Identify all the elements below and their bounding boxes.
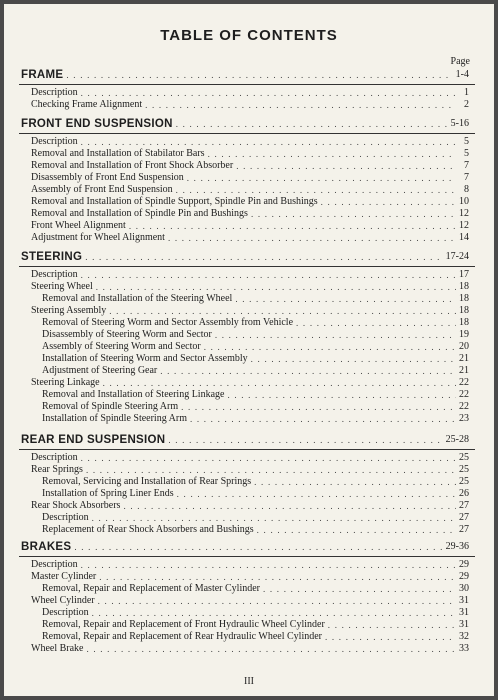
- dot-leader: [81, 87, 456, 99]
- entry-label: Removal and Installation of Stabilator Bars: [31, 148, 205, 159]
- dot-leader: [92, 607, 456, 619]
- dot-leader: [236, 160, 456, 172]
- entry-label: Removal, Servicing and Installation of Rear Springs: [42, 476, 252, 487]
- entry-page: 27: [459, 500, 469, 511]
- toc-entry[interactable]: [4, 476, 469, 488]
- toc-entry[interactable]: [4, 583, 469, 595]
- entry-label: Removal and Installation of Spindle Pin and Bushings: [31, 208, 248, 219]
- entry-page: 12: [459, 208, 469, 219]
- toc-entry[interactable]: [4, 619, 469, 631]
- entry-label: Installation of Spring Liner Ends: [42, 488, 174, 499]
- section-rule: [19, 449, 475, 450]
- entry-page: 8: [464, 184, 469, 195]
- dot-leader: [145, 99, 456, 111]
- dot-leader: [92, 512, 456, 524]
- dot-leader: [99, 571, 456, 583]
- toc-entry[interactable]: [4, 452, 469, 464]
- dot-leader: [85, 248, 442, 266]
- toc-entry[interactable]: [4, 595, 469, 607]
- toc-entry[interactable]: [4, 172, 469, 184]
- entry-label: Removal, Repair and Replacement of Rear Hydraulic Wheel Cylinder: [42, 631, 322, 642]
- entry-page: 20: [459, 341, 469, 352]
- page-number-footer: III: [244, 676, 254, 687]
- entry-page: 18: [459, 293, 469, 304]
- entry-page: 19: [459, 329, 469, 340]
- entry-label: Removal and Installation of the Steering Wheel: [42, 293, 233, 304]
- entry-label: Assembly of Front End Suspension: [31, 184, 173, 195]
- dot-leader: [251, 208, 456, 220]
- entry-label: Rear Shock Absorbers: [31, 500, 121, 511]
- section-title: FRAME: [21, 69, 64, 81]
- toc-entry[interactable]: [4, 281, 469, 293]
- section-rule: [19, 556, 475, 557]
- dot-leader: [160, 365, 456, 377]
- dot-leader: [251, 353, 456, 365]
- toc-entry[interactable]: [4, 365, 469, 377]
- entry-page: 5: [464, 148, 469, 159]
- entry-page: 23: [459, 413, 469, 424]
- entry-page: 25: [459, 464, 469, 475]
- toc-entry[interactable]: [4, 148, 469, 160]
- dot-leader: [109, 305, 456, 317]
- entry-label: Description: [42, 607, 89, 618]
- toc-entry[interactable]: [4, 500, 469, 512]
- toc-entry[interactable]: [4, 377, 469, 389]
- toc-entry[interactable]: [4, 631, 469, 643]
- section-rule: [19, 133, 475, 134]
- entry-page: 21: [459, 353, 469, 364]
- dot-leader: [168, 431, 442, 449]
- dot-leader: [168, 232, 456, 244]
- section-title: REAR END SUSPENSION: [21, 434, 166, 446]
- toc-entry[interactable]: [4, 413, 469, 425]
- dot-leader: [254, 476, 456, 488]
- entry-label: Description: [31, 136, 78, 147]
- dot-leader: [181, 401, 456, 413]
- entry-label: Removal, Repair and Replacement of Master Cylinder: [42, 583, 260, 594]
- entry-label: Front Wheel Alignment: [31, 220, 126, 231]
- entry-page: 31: [459, 619, 469, 630]
- toc-entry[interactable]: [4, 220, 469, 232]
- entry-page: 18: [459, 281, 469, 292]
- entry-label: Installation of Steering Worm and Sector Assembly: [42, 353, 248, 364]
- entry-page: 5: [464, 136, 469, 147]
- dot-leader: [98, 595, 456, 607]
- entry-page: 12: [459, 220, 469, 231]
- toc-entry[interactable]: [4, 160, 469, 172]
- toc-section: [4, 115, 494, 244]
- entry-label: Description: [31, 452, 78, 463]
- toc-entry[interactable]: [4, 305, 469, 317]
- entry-page: 2: [464, 99, 469, 110]
- dot-leader: [321, 196, 456, 208]
- entry-page: 25: [459, 452, 469, 463]
- entry-label: Removal of Spindle Steering Arm: [42, 401, 179, 412]
- toc-entry[interactable]: [4, 389, 469, 401]
- entry-page: 30: [459, 583, 469, 594]
- toc-entry[interactable]: [4, 293, 469, 305]
- entry-label: Steering Assembly: [31, 305, 107, 316]
- section-heading[interactable]: [4, 538, 469, 556]
- toc-section: [4, 248, 494, 425]
- toc-entry[interactable]: [4, 87, 469, 99]
- entry-page: 18: [459, 317, 469, 328]
- dot-leader: [176, 115, 448, 133]
- dot-leader: [263, 583, 456, 595]
- section-title: FRONT END SUSPENSION: [21, 118, 173, 130]
- toc-entry[interactable]: [4, 208, 469, 220]
- toc-entry[interactable]: [4, 464, 469, 476]
- dot-leader: [66, 66, 452, 84]
- entry-page: 27: [459, 512, 469, 523]
- toc-entry[interactable]: [4, 353, 469, 365]
- dot-leader: [123, 500, 456, 512]
- entry-page: 33: [459, 643, 469, 654]
- entry-page: 31: [459, 607, 469, 618]
- entry-page: 22: [459, 389, 469, 400]
- dot-leader: [325, 631, 456, 643]
- entry-label: Description: [42, 512, 89, 523]
- dot-leader: [235, 293, 456, 305]
- toc-entry[interactable]: [4, 571, 469, 583]
- entry-page: 22: [459, 377, 469, 388]
- dot-leader: [129, 220, 456, 232]
- entry-page: 25: [459, 476, 469, 487]
- dot-leader: [81, 136, 456, 148]
- section-heading[interactable]: [4, 66, 469, 84]
- toc-entry[interactable]: [4, 329, 469, 341]
- dot-leader: [103, 377, 456, 389]
- entry-label: Checking Frame Alignment: [31, 99, 143, 110]
- toc-section: [4, 538, 494, 655]
- entry-label: Disassembly of Steering Worm and Sector: [42, 329, 212, 340]
- toc-entry[interactable]: [4, 196, 469, 208]
- entry-label: Removal and Installation of Steering Linkage: [42, 389, 225, 400]
- toc-entry[interactable]: [4, 512, 469, 524]
- entry-page: 31: [459, 595, 469, 606]
- dot-leader: [187, 172, 456, 184]
- toc-section: [4, 431, 494, 536]
- section-pages: 29-36: [445, 541, 469, 552]
- toc-entry[interactable]: [4, 488, 469, 500]
- entry-page: 18: [459, 305, 469, 316]
- entry-label: Master Cylinder: [31, 571, 97, 582]
- entry-page: 7: [464, 172, 469, 183]
- dot-leader: [176, 184, 456, 196]
- entry-page: 32: [459, 631, 469, 642]
- entry-page: 29: [459, 571, 469, 582]
- section-pages: 5-16: [450, 118, 469, 129]
- entry-page: 7: [464, 160, 469, 171]
- entry-label: Wheel Cylinder: [31, 595, 95, 606]
- toc-entry[interactable]: [4, 99, 469, 111]
- dot-leader: [81, 559, 456, 571]
- section-pages: 25-28: [445, 434, 469, 445]
- section-heading[interactable]: [4, 431, 469, 449]
- entry-page: 27: [459, 524, 469, 535]
- dot-leader: [81, 269, 456, 281]
- entry-page: 10: [459, 196, 469, 207]
- section-title: STEERING: [21, 251, 83, 263]
- entry-label: Installation of Spindle Steering Arm: [42, 413, 187, 424]
- entry-label: Removal and Installation of Front Shock Absorber: [31, 160, 234, 171]
- entry-label: Replacement of Rear Shock Absorbers and Bushings: [42, 524, 254, 535]
- section-pages: 1-4: [455, 69, 469, 80]
- dot-leader: [86, 643, 456, 655]
- section-title: BRAKES: [21, 541, 72, 553]
- dot-leader: [74, 538, 442, 556]
- entry-label: Steering Wheel: [31, 281, 93, 292]
- toc-entry[interactable]: [4, 232, 469, 244]
- dot-leader: [227, 389, 456, 401]
- toc-page: [4, 4, 494, 696]
- dot-leader: [208, 148, 456, 160]
- toc-entry[interactable]: [4, 559, 469, 571]
- entry-label: Steering Linkage: [31, 377, 100, 388]
- entry-label: Rear Springs: [31, 464, 83, 475]
- entry-label: Description: [31, 559, 78, 570]
- entry-label: Assembly of Steering Worm and Sector: [42, 341, 201, 352]
- entry-label: Removal, Repair and Replacement of Front Hydraulic Wheel Cylinder: [42, 619, 325, 630]
- entry-page: 14: [459, 232, 469, 243]
- dot-leader: [86, 464, 456, 476]
- entry-label: Removal of Steering Worm and Sector Assembly from Vehicle: [42, 317, 294, 328]
- toc-entry[interactable]: [4, 136, 469, 148]
- dot-leader: [177, 488, 456, 500]
- toc-entry[interactable]: [4, 184, 469, 196]
- section-pages: 17-24: [445, 251, 469, 262]
- entry-page: 21: [459, 365, 469, 376]
- entry-label: Description: [31, 87, 78, 98]
- toc-entry[interactable]: [4, 643, 469, 655]
- entry-label: Removal and Installation of Spindle Support, Spindle Pin and Bushings: [31, 196, 318, 207]
- toc-section: [4, 66, 494, 111]
- entry-page: 29: [459, 559, 469, 570]
- toc-entry[interactable]: [4, 341, 469, 353]
- entry-page: 26: [459, 488, 469, 499]
- dot-leader: [328, 619, 456, 631]
- toc-entry[interactable]: [4, 607, 469, 619]
- entry-page: 22: [459, 401, 469, 412]
- toc-entry[interactable]: [4, 401, 469, 413]
- toc-entry[interactable]: [4, 269, 469, 281]
- dot-leader: [96, 281, 456, 293]
- toc-entry[interactable]: [4, 524, 469, 536]
- entry-page: 17: [459, 269, 469, 280]
- dot-leader: [190, 413, 456, 425]
- entry-label: Adjustment for Wheel Alignment: [31, 232, 165, 243]
- dot-leader: [81, 452, 456, 464]
- dot-leader: [296, 317, 456, 329]
- entry-label: Description: [31, 269, 78, 280]
- section-heading[interactable]: [4, 115, 469, 133]
- dot-leader: [204, 341, 456, 353]
- page-column-header: Page: [450, 56, 470, 67]
- section-heading[interactable]: [4, 248, 469, 266]
- dot-leader: [257, 524, 456, 536]
- page-title: TABLE OF CONTENTS: [160, 27, 338, 44]
- toc-entry[interactable]: [4, 317, 469, 329]
- dot-leader: [215, 329, 456, 341]
- entry-label: Adjustment of Steering Gear: [42, 365, 158, 376]
- section-rule: [19, 266, 475, 267]
- entry-label: Wheel Brake: [31, 643, 84, 654]
- entry-label: Disassembly of Front End Suspension: [31, 172, 184, 183]
- section-rule: [19, 84, 475, 85]
- entry-page: 1: [464, 87, 469, 98]
